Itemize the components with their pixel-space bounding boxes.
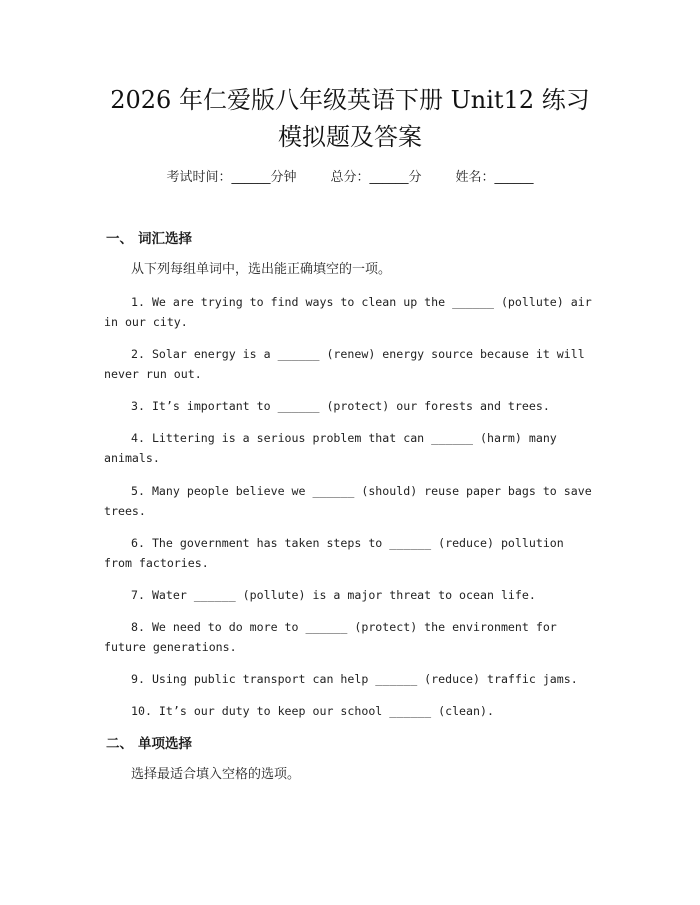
student-name: 姓名：______ <box>455 170 534 185</box>
question-item: 1. We are trying to find ways to clean up the ______ (pollute) air in our city. <box>104 295 592 329</box>
section-heading <box>106 735 192 753</box>
section-instruction: 从下列每组单词中，选出能正确填空的一项。 <box>131 262 392 277</box>
question-item: 8. We need to do more to ______ (protect) the environment for future generations. <box>104 620 557 654</box>
exam-total-score: 总分：______分 <box>330 170 422 185</box>
section-title: 词汇选择 <box>138 231 192 247</box>
document-title-line1: 2026 年仁爱版八年级英语下册 Unit12 练习 <box>110 86 590 114</box>
question-item: 2. Solar energy is a ______ (renew) energy source because it will never run out. <box>104 347 585 381</box>
document-title-line2: 模拟题及答案 <box>278 123 422 151</box>
section-title: 单项选择 <box>138 736 192 752</box>
question-item: 3. It’s important to ______ (protect) our forests and trees. <box>131 399 550 413</box>
section-heading <box>106 230 192 248</box>
exam-meta <box>0 169 700 187</box>
section-number: 二、 <box>106 736 133 752</box>
question-item: 7. Water ______ (pollute) is a major threat to ocean life. <box>131 588 536 602</box>
exam-time: 考试时间：______分钟 <box>166 170 297 185</box>
section-instruction: 选择最适合填入空格的选项。 <box>131 767 301 782</box>
question-item: 10. It’s our duty to keep our school ______ (clean). <box>131 704 494 718</box>
section-number: 一、 <box>106 231 133 247</box>
question-item: 9. Using public transport can help ______ (reduce) traffic jams. <box>131 672 578 686</box>
question-item: 6. The government has taken steps to ______ (reduce) pollution from factories. <box>104 536 564 570</box>
question-item: 5. Many people believe we ______ (should) reuse paper bags to save trees. <box>104 484 592 518</box>
question-item: 4. Littering is a serious problem that can ______ (harm) many animals. <box>104 431 557 465</box>
